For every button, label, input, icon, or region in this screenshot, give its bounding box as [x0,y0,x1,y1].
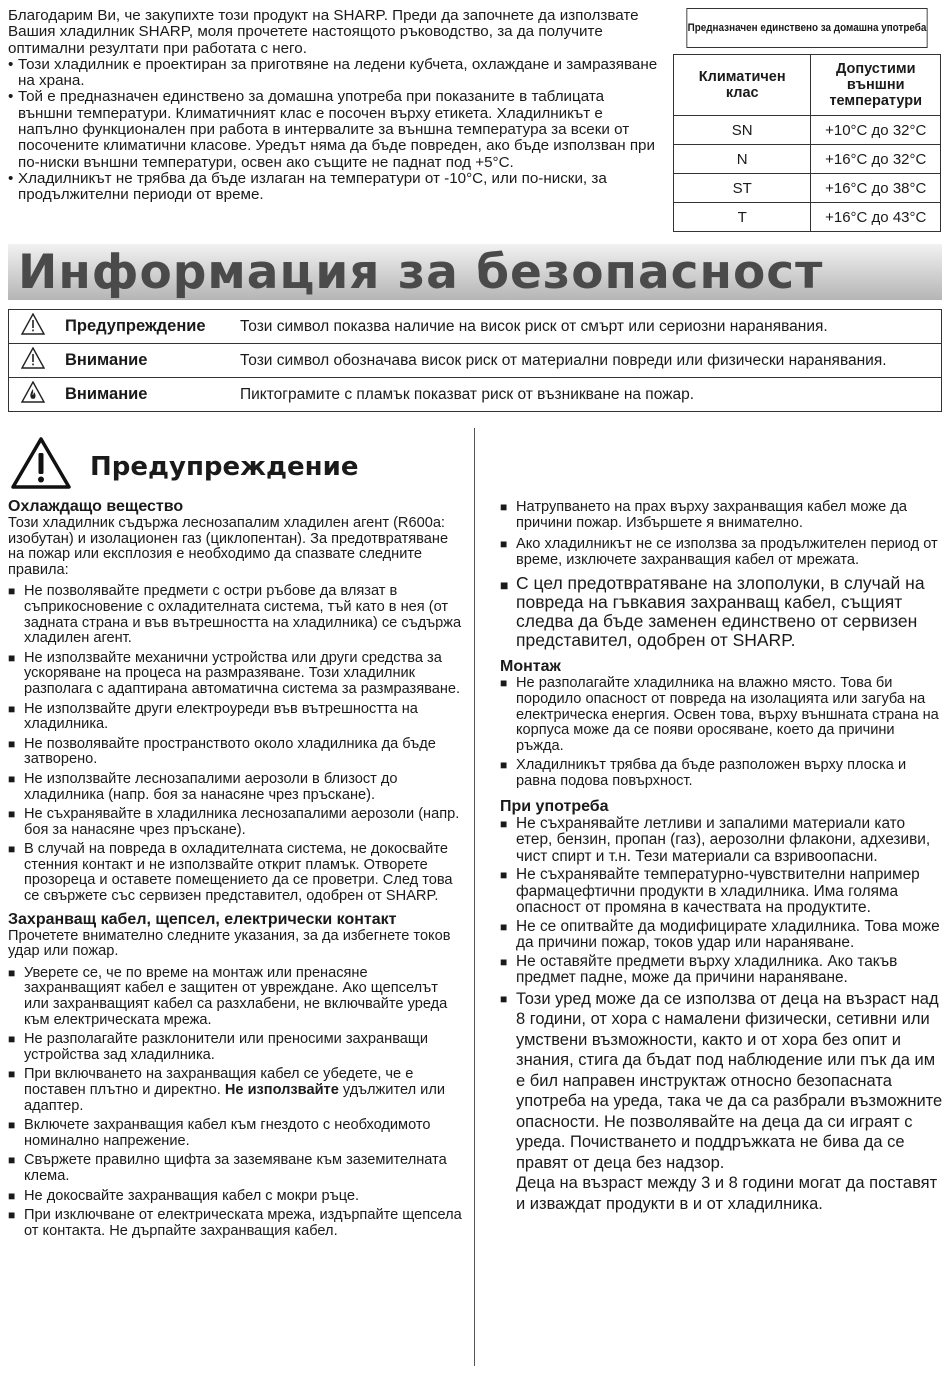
intro-text [8,8,658,204]
list-item: ■ При включването на захранващия кабел се убедете, че е поставен плътно и директно. Не използвайте удължител или адаптер. [8,1066,445,1114]
table-row [674,203,941,232]
table-cell: +16°C до 38°C [811,174,941,203]
climate-class-table [673,54,941,232]
list-item: ■ Не се опитвайте да модифицирате хладилника. Това може да причини пожар, токов удар или нараняване. [500,917,940,952]
list-item: ■ Този уред може да се използва от деца на възраст над 8 години, от хора с намалени физически, сетивни или умствени възможности, както и от хора без опит и знания, стига да бъдат под наблюдение или пък да им е бил направен инструктаж относно безопасната употреба на уреда, така че да са разбрали възможните опасности. Не позволявайте на деца да си играят с уреда. Почистването и поддръжката не бива да се правят от деца без надзор. Деца на възраст между 3 и 8 години могат да поставят и изваждат продукти в и от хладилника. [500,989,943,1213]
table-cell: SN [674,116,811,145]
list-item: ■ Не съхранявайте в хладилника леснозапалими аерозоли (напр. боя за нанасяне чрез пръскане). [8,806,460,838]
table-row [674,116,941,145]
list-item: ■ С цел предотвратяване на злополуки, в случай на повреда на гъвкавия захранващ кабел, същият следва да бъде заменен единствено от сервизен представител, одобрен от SHARP. [500,573,925,651]
power-list [8,966,463,1240]
list-item: ■ В случай на повреда в охладителната система, не докосвайте стенния контакт и не използвайте открит пламък. Отворете прозореца и оставете помещението да се проветри. След това се свържете със сервизен представител, одобрен от SHARP. [8,841,453,905]
legend-term: Внимание [57,378,240,412]
warning-icon [10,436,72,495]
legend-term: Предупреждение [57,310,240,344]
table-header-class: Климатичен клас [674,55,811,116]
right-column [500,500,945,1218]
intro-paragraph: Благодарим Ви, че закупихте този продукт на SHARP. Преди да започнете да използвате Вашия хладилник SHARP, моля прочетете настоящото ръководство, за да получите оптимални резултати при работата с него. [8,7,639,57]
legend-row [9,378,942,412]
table-row [674,145,941,174]
list-item: ■ Включете захранващия кабел към гнездото с необходимото номинално напрежение. [8,1117,431,1149]
list-item: ■ Хладилникът трябва да бъде разположен върху плоска и равна подова повърхност. [500,757,907,789]
install-list [500,676,945,789]
usage-list [500,816,945,1215]
refrigerant-intro: Този хладилник съдържа леснозапалим хладилен агент (R600a: изобутан) и изолационен газ (циклопентан). За предотвратяване на пожар или експлозия е необходимо да спазвате следните правила: [8,515,449,578]
list-item: ■ Не използвайте механични устройства или други средства за ускоряване на процеса на размразяване. Този хладилник разполага с адаптирана автоматична система за размразяване. [8,649,461,697]
table-cell: T [674,203,811,232]
list-item: ■ Натрупването на прах върху захранващия кабел може да причини пожар. Избършете я внимателно. [500,499,907,531]
power-intro: Прочетете внимателно следните указания, за да избегнете токов удар или пожар. [8,927,451,960]
list-item: ■ Не използвайте леснозапалими аерозоли в близост до хладилника (напр. боя за нанасяне чрез пръскане). [8,770,398,803]
legend-term: Внимание [57,344,240,378]
list-item: ■ Не разполагайте хладилника на влажно място. Това би породило опасност от повреда на изолацията или загуба на електрическа енергия. Освен това, върху външната страна на корпуса може да се появи оросяване, което да причини ръжда. [500,675,939,754]
list-item: ■ Не съхранявайте летливи и запалими материали като етер, бензин, пропан (газ), аерозолни флакони, адхезиви, чист спирт и т.н. Тези материали са взривоопасни. [500,814,931,865]
list-item: ■ Не позволявайте пространството около хладилника да бъде затворено. [8,735,436,768]
power-list-continued [500,500,945,650]
intro-bullet: • Той е предназначен единствено за домашна употреба при показаните в таблицата външни температури. Климатичният клас е посочен върху етикета. Хладилникът е напълно функционален при работа в интервалите за външна температура за всеки от посочените климатични класове. Уредът няма да бъде повреден, ако бъде използван при по-ниски външни температури, освен ако същите не паднат под +5°C. [8,89,658,170]
legend-row [9,344,942,378]
list-item: ■ Не позволявайте предмети с остри ръбове да влязат в съприкосновение с охладителната система, тъй като в нея (от задната страна и във вътрешността на хладилника) се съдържа хладилен агент. [8,583,462,647]
refrigerant-list [8,584,463,904]
table-cell: N [674,145,811,174]
table-cell: +10°C до 32°C [811,116,941,145]
warning-triangle-icon [9,310,58,344]
list-item: ■ Свържете правилно щифта за заземяване към заземителната клема. [8,1152,447,1184]
legend-desc: Пиктограмите с пламък показват риск от възникване на пожар. [240,378,942,412]
symbol-legend [8,309,942,412]
table-cell: +16°C до 43°C [811,203,941,232]
table-cell: ST [674,174,811,203]
list-item: ■ Не използвайте други електроуреди във вътрешността на хладилника. [8,700,418,733]
table-row [674,174,941,203]
warning-heading: Предупреждение [90,452,359,482]
list-item: ■ Не оставяйте предмети върху хладилника. Ако такъв предмет падне, може да причини нараняване. [500,952,898,987]
table-header-temperature: Допустими външни температури [811,55,941,116]
legend-desc: Този символ обозначава висок риск от материални повреди или физически наранявания. [240,344,942,378]
intro-bullet: • Този хладилник е проектиран за приготвяне на ледени кубчета, охлаждане и замразяване на храна. [8,57,658,90]
left-column [8,498,463,1243]
caution-triangle-icon [9,344,58,378]
list-item: ■ Не докосвайте захранващия кабел с мокри ръце. [8,1187,360,1204]
section-title-power: Захранващ кабел, щепсел, електрически контакт [8,910,397,928]
list-item: ■ Уверете се, че по време на монтаж или пренасяне захранващият кабел е защитен от увреждане. Ако щепселът или захранващият кабел са разхлабени, не включвайте уреда към електрическата мрежа. [8,964,448,1028]
page-title: Информация за безопасност [18,245,824,300]
domestic-use-note: Предназначен единствено за домашна употреба [686,8,927,48]
legend-desc: Този символ показва наличие на висок риск от смърт или сериозни наранявания. [240,310,942,344]
intro-bullet: • Хладилникът не трябва да бъде излаган на температури от -10°C, или по-ниски, за продължителни периоди от време. [8,171,658,204]
intro-bullets [8,57,658,204]
section-title-usage: При употреба [500,797,609,815]
list-item: ■ Не разполагайте разклонители или преносими захранващи устройства зад хладилника. [8,1031,429,1063]
table-cell: +16°C до 32°C [811,145,941,174]
flame-triangle-icon [9,378,58,412]
list-item: ■ Не съхранявайте температурно-чувствителни например фармацефтични продукти в хладилника. Има голяма опасност от промяна в качествата на продуктите. [500,866,920,917]
section-title-refrigerant: Охлаждащо вещество [8,498,184,515]
column-divider [474,428,475,1366]
list-item: ■ При изключване от електрическата мрежа, издърпайте щепсела от контакта. Не дърпайте захранващия кабел. [8,1207,462,1239]
section-title-install: Монтаж [500,658,561,676]
legend-row [9,310,942,344]
list-item: ■ Ако хладилникът не се използва за продължителен период от време, изключете захранващия кабел от мрежата. [500,536,938,568]
